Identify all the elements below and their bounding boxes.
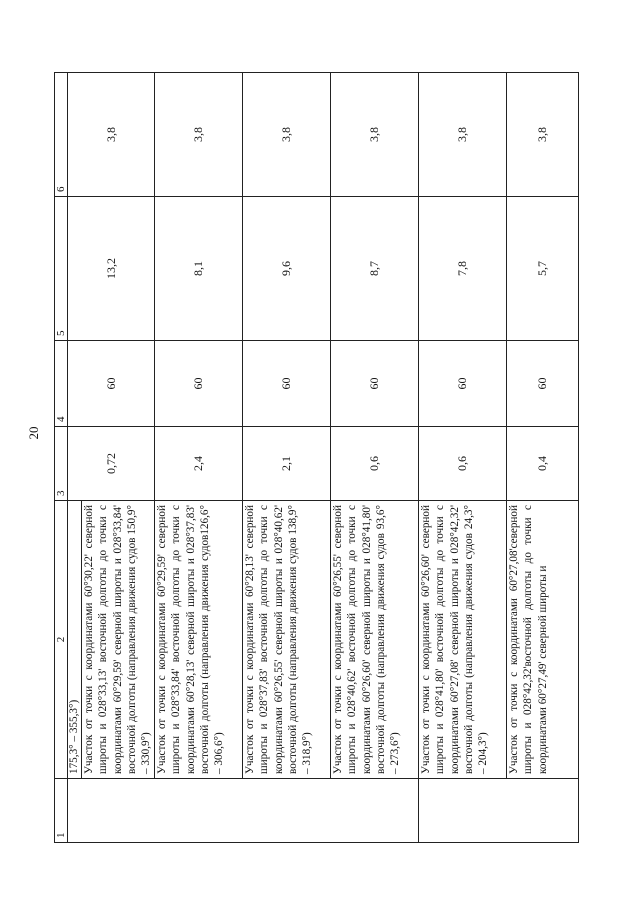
row3-depth: 3,8 xyxy=(243,73,331,197)
table-row xyxy=(155,73,243,843)
row4-depth: 3,8 xyxy=(331,73,419,197)
group-cell-1 xyxy=(68,779,419,843)
row3-time: 9,6 xyxy=(243,197,331,341)
row6-time: 5,7 xyxy=(507,197,579,341)
table-row xyxy=(419,73,507,843)
table-row xyxy=(243,73,331,843)
row6-description: Участок от точки с координатами 60°27,08'северной широты и 028°42,32'восточной долготы до точки с координатами 60°27,49' северной широты и xyxy=(507,501,579,779)
row5-time: 7,8 xyxy=(419,197,507,341)
header-col-5: 5 xyxy=(55,197,68,341)
continuation-row xyxy=(68,73,82,843)
row5-description: Участок от точки с координатами 60°26,60' северной широты и 028°41,80' восточной долготы до точки с координатами 60°27,08' северной широты и 028°42,32' восточной долготы (направления движения судов 24,3° – 204,3°) xyxy=(419,501,507,779)
table-row xyxy=(331,73,419,843)
data-table xyxy=(54,72,579,843)
row3-description: Участок от точки с координатами 60°28,13' северной широты и 028°37,83' восточной долготы до точки с координатами 60°26,55' северной широты и 028°40,62' восточной долготы (направления движения судов 138,9° – 318,9°) xyxy=(243,501,331,779)
header-col-2: 2 xyxy=(55,501,68,779)
row2-time: 8,1 xyxy=(155,197,243,341)
row5-depth: 3,8 xyxy=(419,73,507,197)
row5-speed: 60 xyxy=(419,341,507,427)
row1-description: Участок от точки с координатами 60°30,22' северной широты и 028°33,13' восточной долготы до точки с координатами 60°29,59' северной широты и 028°33,84' восточной долготы (направления движения судов 150,9° – 330,9°) xyxy=(82,501,155,779)
group-cell-2 xyxy=(419,779,579,843)
row3-speed: 60 xyxy=(243,341,331,427)
rotated-table-container xyxy=(54,73,600,843)
row6-speed: 60 xyxy=(507,341,579,427)
row2-speed: 60 xyxy=(155,341,243,427)
row5-length: 0,6 xyxy=(419,427,507,501)
row1-length: 0,72 xyxy=(68,427,155,501)
table-row xyxy=(507,73,579,843)
header-row xyxy=(55,73,68,843)
row6-depth: 3,8 xyxy=(507,73,579,197)
row4-length: 0,6 xyxy=(331,427,419,501)
row1-depth: 3,8 xyxy=(68,73,155,197)
continuation-cell: 175,3° – 355,3°) xyxy=(68,501,82,779)
row2-description: Участок от точки с координатами 60°29,59' северной широты и 028°33,84' восточной долготы до точки с координатами 60°28,13' северной широты и 028°37,83' восточной долготы (направления движения судов126,6° – 306,6°) xyxy=(155,501,243,779)
header-col-6: 6 xyxy=(55,73,68,197)
row6-length: 0,4 xyxy=(507,427,579,501)
header-col-3: 3 xyxy=(55,427,68,501)
header-col-4: 4 xyxy=(55,341,68,427)
row1-speed: 60 xyxy=(68,341,155,427)
row4-description: Участок от точки с координатами 60°26,55' северной широты и 028°40,62' восточной долготы до точки с координатами 60°26,60' северной широты и 028°41,80' восточной долготы (направления движения судов 93,6° – 273,6°) xyxy=(331,501,419,779)
row2-depth: 3,8 xyxy=(155,73,243,197)
row1-time: 13,2 xyxy=(68,197,155,341)
row4-speed: 60 xyxy=(331,341,419,427)
row4-time: 8,7 xyxy=(331,197,419,341)
row2-length: 2,4 xyxy=(155,427,243,501)
header-col-1: 1 xyxy=(55,779,68,843)
row3-length: 2,1 xyxy=(243,427,331,501)
page-number: 20 xyxy=(26,426,41,440)
